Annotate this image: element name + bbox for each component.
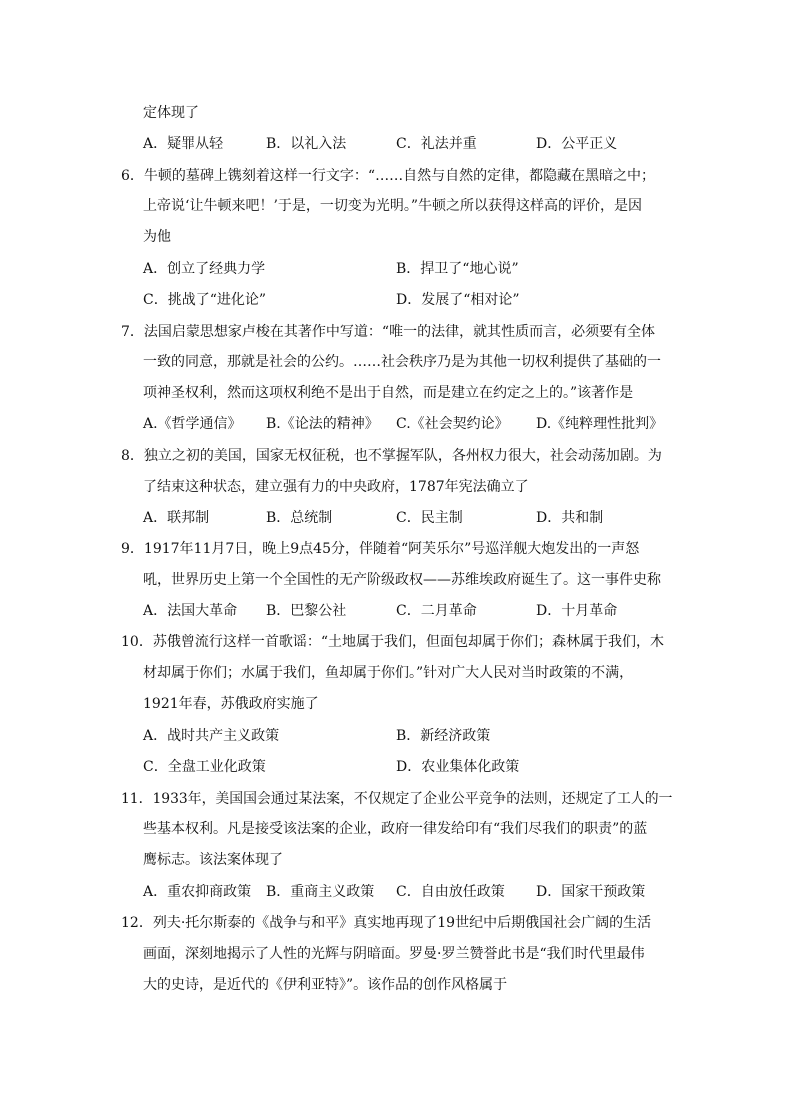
q5-option-a: A．疑罪从轻 [143,136,224,152]
q8-stem-line-1: 8．独立之初的美国，国家无权征税，也不掌握军队，各州权力很大，社会动荡加剧。为 [121,448,662,464]
q5-option-d: D．公平正义 [536,136,618,152]
q7-option-b: B.《论法的精神》 [266,416,379,432]
q9-option-a: A．法国大革命 [143,603,238,619]
q8-option-a: A．联邦制 [143,510,210,526]
q11-stem-line-1: 11．1933年，美国国会通过某法案，不仅规定了企业公平竞争的法则，还规定了工人的一 [121,791,673,807]
q12-stem-line-3: 大的史诗，是近代的《伊利亚特》”。该作品的创作风格属于 [143,977,508,993]
q10-option-d: D．农业集体化政策 [396,759,520,775]
q6-stem-line-2: 上帝说‘让牛顿来吧！’于是，一切变为光明。”牛顿之所以获得这样高的评价，是因 [143,198,643,214]
q6-option-c: C．挑战了“进化论” [143,292,267,308]
q11-option-c: C．自由放任政策 [396,884,505,900]
q8-stem-line-2: 了结束这种状态，建立强有力的中央政府，1787年宪法确立了 [143,479,529,495]
q10-stem-line-3: 1921年春，苏俄政府实施了 [143,696,319,712]
q7-option-a: A.《哲学通信》 [143,416,242,432]
q6-stem-line-3: 为他 [143,229,171,245]
q7-option-c: C.《社会契约论》 [396,416,509,432]
q11-stem-line-3: 鹰标志。该法案体现了 [143,852,283,868]
q9-option-c: C．二月革命 [396,603,477,619]
q9-stem-line-2: 吼，世界历史上第一个全国性的无产阶级政权——苏维埃政府诞生了。这一事件史称 [143,572,661,588]
q11-option-d: D．国家干预政策 [536,884,646,900]
q8-option-c: C．民主制 [396,510,463,526]
q9-stem-line-1: 9．1917年11月7日，晚上9点45分，伴随着“阿芙乐尔”号巡洋舰大炮发出的一声怒 [121,541,640,557]
q7-stem-line-1: 7．法国启蒙思想家卢梭在其著作中写道：“唯一的法律，就其性质而言，必须要有全体 [121,324,656,340]
q7-stem-line-2: 一致的同意，那就是社会的公约。……社会秩序乃是为其他一切权利提供了基础的一 [143,354,661,370]
q6-option-b: B．捍卫了“地心说” [396,261,519,277]
q6-stem-line-1: 6．牛顿的墓碑上镌刻着这样一行文字：“……自然与自然的定律，都隐藏在黑暗之中； [121,168,656,184]
q10-option-b: B．新经济政策 [396,728,491,744]
q9-option-b: B．巴黎公社 [266,603,347,619]
q7-stem-line-3: 项神圣权利，然而这项权利绝不是出于自然，而是建立在约定之上的。”该著作是 [143,385,634,401]
q12-stem-line-1: 12．列夫·托尔斯泰的《战争与和平》真实地再现了19世纪中后期俄国社会广阔的生活 [121,915,652,931]
q11-option-a: A．重农抑商政策 [143,884,252,900]
q11-option-b: B．重商主义政策 [266,884,375,900]
q6-option-d: D．发展了“相对论” [396,292,520,308]
q6-option-a: A．创立了经典力学 [143,261,266,277]
q11-stem-line-2: 些基本权利。凡是接受该法案的企业，政府一律发给印有“我们尽我们的职责”的蓝 [143,821,648,837]
q5-option-c: C．礼法并重 [396,136,477,152]
q5-option-b: B．以礼入法 [266,136,347,152]
q8-option-d: D．共和制 [536,510,604,526]
q10-stem-line-1: 10．苏俄曾流行这样一首歌谣：“土地属于我们，但面包却属于你们；森林属于我们，木 [121,634,664,650]
q7-option-d: D.《纯粹理性批判》 [536,416,664,432]
q8-option-b: B．总统制 [266,510,333,526]
q10-option-a: A．战时共产主义政策 [143,728,280,744]
q9-option-d: D．十月革命 [536,603,618,619]
q10-option-c: C．全盘工业化政策 [143,759,266,775]
q10-stem-line-2: 材却属于你们；水属于我们，鱼却属于你们。”针对广大人民对当时政策的不满， [143,665,634,681]
q5-stem-tail: 定体现了 [143,105,199,121]
q12-stem-line-2: 画面，深刻地揭示了人性的光辉与阴暗面。罗曼·罗兰赞誉此书是“我们时代里最伟 [143,946,645,962]
